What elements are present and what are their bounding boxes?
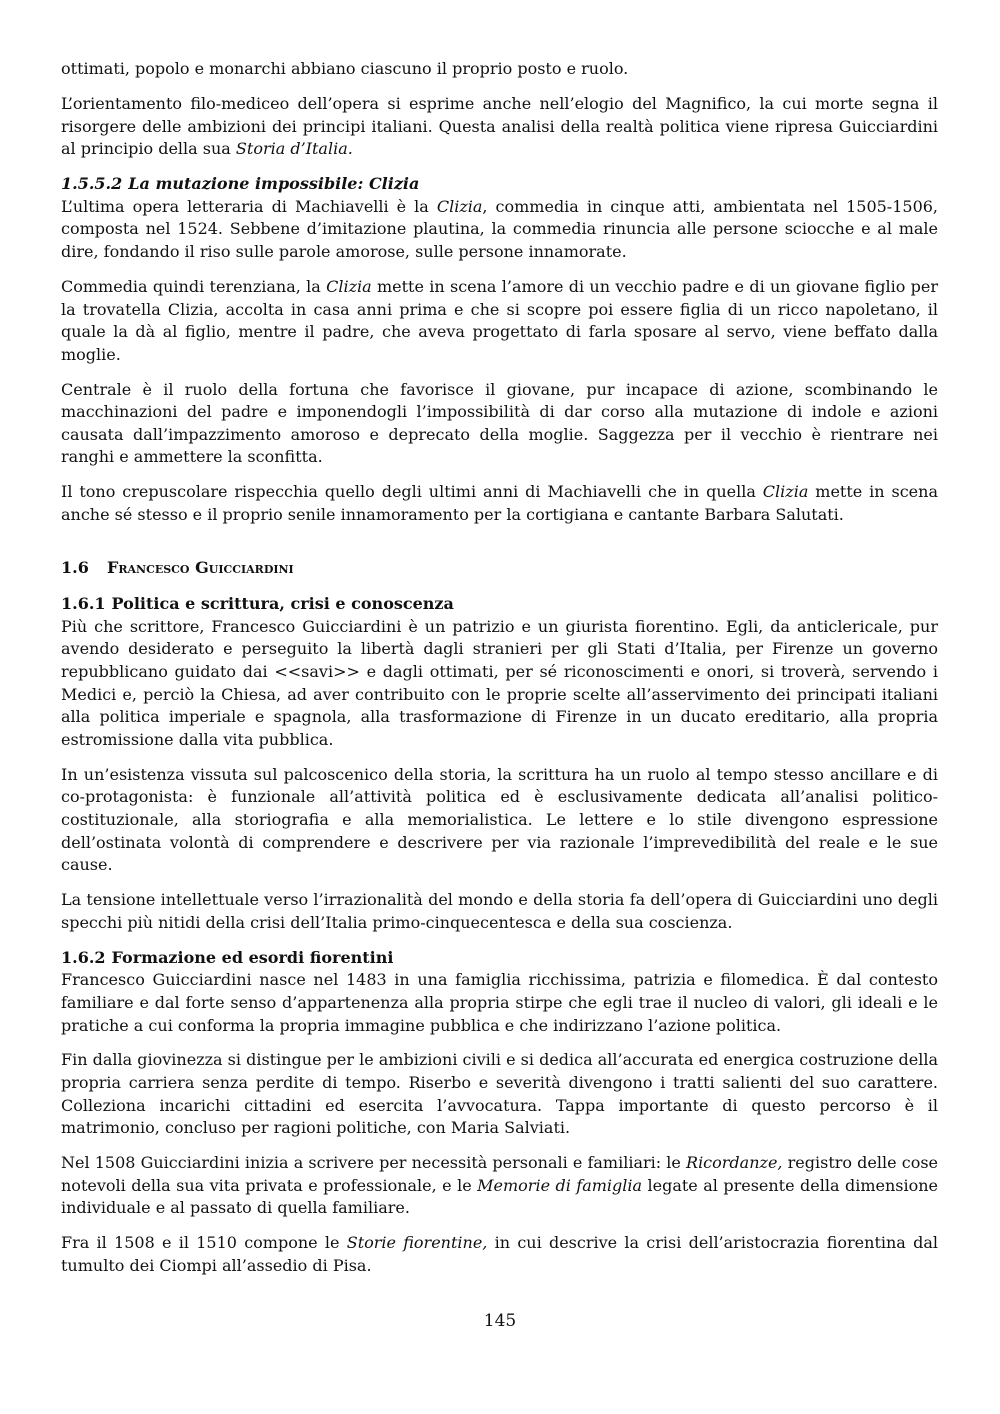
work-title: Clizia bbox=[326, 276, 372, 296]
heading-title: Politica e scrittura, crisi e conoscenza bbox=[111, 594, 454, 614]
text-run: legate al presente della dimensione individuale e al passato di quella familiare. bbox=[61, 1175, 939, 1218]
paragraph bbox=[61, 481, 938, 526]
text-run: Fra il 1508 e il 1510 compone le bbox=[61, 1233, 347, 1253]
text-run: registro delle cose notevoli della sua vita privata e professionale, e le bbox=[61, 1153, 939, 1195]
paragraph bbox=[61, 1232, 938, 1277]
paragraph bbox=[61, 1152, 938, 1220]
paragraph: In un’esistenza vissuta sul palcoscenico della storia, la scrittura ha un ruolo al tempo stesso ancillare e di co-protagonista: è funzionale all’attività politica ed è esclusivamente dedicata all’analisi politico-costituzionale, alla storiografia e alla memorialistica. Le lettere e lo stile divengono espressione dell’ostinata volontà di comprendere e descrivere per via razionale l’imprevedibilità del reale e le sue cause. bbox=[61, 764, 938, 875]
paragraph bbox=[61, 196, 938, 264]
page-number: 145 bbox=[483, 1311, 517, 1331]
work-title: Clizia bbox=[762, 482, 809, 502]
subsection-heading bbox=[61, 173, 938, 196]
text-run: mette in scena anche sé stesso e il proprio senile innamoramento per la cortigiana e cantante Barbara Salutati. bbox=[61, 482, 938, 525]
paragraph bbox=[61, 93, 938, 161]
work-title: Storie fiorentine, bbox=[346, 1233, 488, 1253]
paragraph: Fin dalla giovinezza si distingue per le ambizioni civili e si dedica all’accurata ed energica costruzione della propria carriera senza perdite di tempo. Riserbo e severità divengono i tratti salienti del suo carattere. Colleziona incarichi cittadini ed esercita l’avvocatura. Tappa importante di questo percorso è il matrimonio, concluso per ragioni politiche, con Maria Salviati. bbox=[61, 1050, 938, 1138]
heading-number: 1.6.2 bbox=[61, 947, 106, 967]
paragraph bbox=[61, 276, 938, 366]
work-title: Ricordanze, bbox=[686, 1153, 783, 1173]
paragraph: Centrale è il ruolo della fortuna che favorisce il giovane, pur incapace di azione, scombinando le macchinazioni del padre e imponendogli l’impossibilità di dar corso alla mutazione di indole e azioni causata dall’impazzimento amoroso e deprecato della moglie. Saggezza per il vecchio è rientrare nei ranghi e ammettere la sconfitta. bbox=[61, 379, 938, 467]
paragraph: ottimati, popolo e monarchi abbiano ciascuno il proprio posto e ruolo. bbox=[61, 59, 629, 78]
text-run: Nel 1508 Guicciardini inizia a scrivere per necessità personali e familiari: le bbox=[61, 1153, 687, 1173]
paragraph: Francesco Guicciardini nasce nel 1483 in una famiglia ricchissima, patrizia e filomedica. È dal contesto familiare e dal forte senso d’appartenenza alla propria stirpe che egli trae il nucleo di valori, gli ideali e le pratiche a cui conforma la propria immagine pubblica e che indirizzano l’azione politica. bbox=[61, 970, 938, 1035]
subsection-heading bbox=[61, 593, 938, 616]
paragraph: Più che scrittore, Francesco Guicciardini è un patrizio e un giurista fiorentino. Egli, da anticlericale, pur avendo desiderato e perseguito la libertà dagli stranieri per gli Stati d’Italia, per Firenze un governo repubblicano guidato dai <<savi>> e dagli ottimati, per sé riconoscimenti e onori, si troverà, servendo i Medici e, perciò la Chiesa, ad aver contribuito con le proprie scelte all’asservimento dei principati italiani alla politica imperiale e spagnola, alla trasformazione di Firenze in un ducato ereditario, alla propria estromissione dalla vita pubblica. bbox=[61, 616, 938, 749]
heading-number: 1.5.5.2 bbox=[61, 174, 123, 194]
heading-title: Formazione ed esordi fiorentini bbox=[111, 947, 394, 967]
section-heading bbox=[61, 557, 938, 580]
text-run: , commedia in cinque atti, ambientata nel 1505-1506, composta nel 1524. Sebbene d’imitazione plautina, la commedia rinuncia alle persone sciocche e al male dire, fondando il riso sulle parole amorose, sulle persone innamorate. bbox=[61, 196, 939, 261]
heading-title: Francesco Guicciardini bbox=[107, 557, 294, 577]
work-title: Clizia bbox=[436, 196, 483, 216]
page-body bbox=[61, 58, 938, 1290]
heading-number: 1.6 bbox=[61, 557, 89, 577]
text-run: Commedia quindi terenziana, la bbox=[61, 276, 327, 296]
text-run: Il tono crepuscolare rispecchia quello degli ultimi anni di Machiavelli che in quella bbox=[61, 482, 763, 502]
paragraph: La tensione intellettuale verso l’irrazionalità del mondo e della storia fa dell’opera di Guicciardini uno degli specchi più nitidi della crisi dell’Italia primo-cinquecentesca e della sua coscienza. bbox=[61, 890, 938, 932]
work-title: Storia d’Italia. bbox=[235, 139, 353, 159]
text-run: mette in scena l’amore di un vecchio padre e di un giovane figlio per la trovatella Clizia, accolta in casa anni prima e che si scopre poi essere figlia di un ricco napoletano, il quale la dà al figlio, mentre il padre, che aveva progettato di farla sposare al servo, viene beffato dalla moglie. bbox=[61, 276, 938, 364]
text-run: L’ultima opera letteraria di Machiavelli è la bbox=[61, 196, 437, 216]
heading-title: La mutazione impossibile: Clizia bbox=[128, 174, 420, 194]
text-run: L’orientamento filo-mediceo dell’opera si esprime anche nell’elogio del Magnifico, la cui morte segna il risorgere delle ambizioni dei principi italiani. Questa analisi della realtà politica viene ripresa Guicciardini al principio della sua bbox=[61, 93, 938, 159]
subsection-heading bbox=[61, 947, 938, 970]
work-title: Memorie di famiglia bbox=[477, 1175, 643, 1195]
text-run: in cui descrive la crisi dell’aristocrazia fiorentina dal tumulto dei Ciompi all’assedio di Pisa. bbox=[61, 1233, 938, 1276]
heading-number: 1.6.1 bbox=[61, 594, 106, 614]
